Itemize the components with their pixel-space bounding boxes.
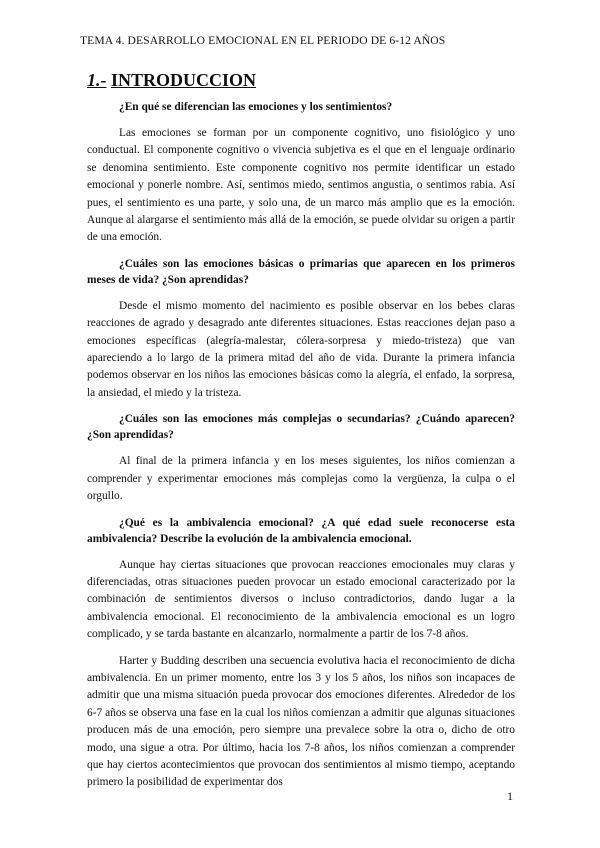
section-title: [87, 70, 515, 91]
body-paragraph: Las emociones se forman por un componente cognitivo, uno fisiológico y uno conductual. El componente cognitivo o vivencia subjetiva es el que en el lenguaje ordinario se denomina sentimiento. Este componente cognitivo nos permite identificar un estado emocional y ponerle nombre. Así, sentimos miedo, sentimos angustia, o sentimos rabia. Así pues, el sentimiento es una parte, y solo una, de un marco más amplio que es la emoción. Aunque al alargarse el sentimiento más allá de la emoción, se puede olvidar su origen a partir de una emoción.: [87, 127, 515, 244]
question-heading: ¿Cuáles son las emociones básicas o primarias que aparecen en los primeros meses de vida? ¿Son aprendidas?: [87, 257, 515, 286]
section-number: 1.-: [87, 70, 107, 90]
question-heading: ¿En qué se diferencian las emociones y los sentimientos?: [119, 101, 393, 113]
body-paragraph: Desde el mismo momento del nacimiento es posible observar en los bebes claras reacciones de agrado y desagrado ante diferentes situaciones. Estas reacciones dejan paso a emociones específicas (alegría-malestar, cólera-sorpresa y miedo-tristeza) que van apareciendo a lo largo de la primera mitad del año de vida. Durante la primera infancia podemos observar en los niños las emociones básicas como la alegría, el enfado, la sorpresa, la ansiedad, el miedo y la tristeza.: [87, 299, 515, 399]
body-paragraph: Harter y Budding describen una secuencia evolutiva hacia el reconocimiento de dicha ambivalencia. En un primer momento, entre los 3 y los 5 años, los niños son incapaces de admitir que una misma situación pueda provocar dos emociones diferentes. Alrededor de los 6-7 años se observa una fase en la cual los niños comienzan a admitir que algunas situaciones producen más de una emoción, pero siempre una prevalece sobre la otra o, dicho de otro modo, una sigue a otra. Por último, hacia los 7-8 años, los niños comienzan a comprender que hay ciertos acontecimientos que provocan dos sentimientos al mismo tiempo, aceptando primero la posibilidad de experimentar dos: [87, 654, 515, 789]
question-heading: ¿Qué es la ambivalencia emocional? ¿A qué edad suele reconocerse esta ambivalencia? Describe la evolución de la ambivalencia emocional.: [87, 516, 515, 545]
body-paragraph: Aunque hay ciertas situaciones que provocan reacciones emocionales muy claras y diferenciadas, otras situaciones pueden provocar un estado emocional caracterizado por la combinación de sentimientos diversos o incluso contradictorios, dando lugar a la ambivalencia emocional. El reconocimiento de la ambivalencia emocional es un logro complicado, y se tarda bastante en alcanzarlo, normalmente a partir de los 7-8 años.: [87, 558, 515, 641]
section-heading: INTRODUCCION: [111, 70, 257, 90]
question-heading: ¿Cuáles son las emociones más complejas o secundarias? ¿Cuándo aparecen? ¿Son aprendidas?: [87, 413, 515, 442]
body-paragraph: Al final de la primera infancia y en los meses siguientes, los niños comienzan a comprender y experimentar emociones más complejas como la vergüenza, la culpa o el orgullo.: [87, 455, 515, 503]
page-number: 1: [507, 789, 513, 803]
running-header: TEMA 4. DESARROLLO EMOCIONAL EN EL PERIODO DE 6-12 AÑOS: [80, 34, 446, 47]
page-content: [87, 70, 515, 801]
